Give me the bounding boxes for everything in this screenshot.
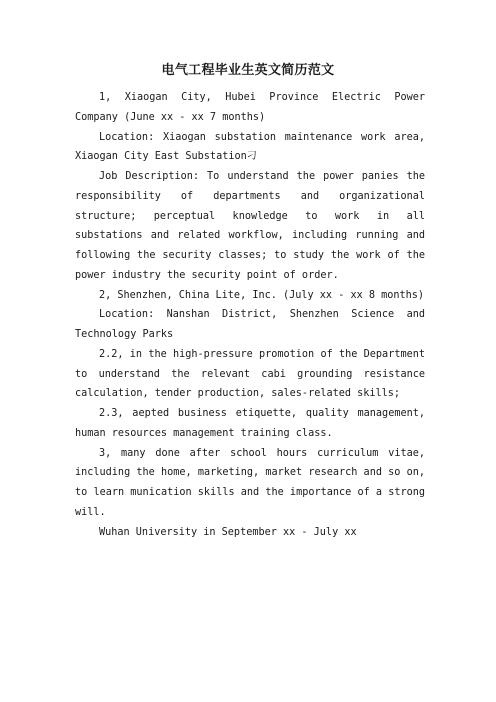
paragraph-item-2-3: 2.3, aepted business etiquette, quality management, human resources management training class. [75,408,425,439]
paragraph-job-description: Job Description: To understand the power panies the responsibility of departments and organizational structure; perceptual knowledge to work in all substations and related workflow, including running and following the security classes; to study the work of the power industry the security point of order. [75,171,425,281]
paragraph-location-2: Location: Nanshan District, Shenzhen Science and Technology Parks [75,309,425,340]
paragraph-experience-3: 3, many done after school hours curriculum vitae, including the home, marketing, market research and so on, to learn munication skills and the importance of a strong will. [75,447,425,518]
paragraph-location-1: Location: Xiaogan substation maintenance work area, Xiaogan City East Substation刁 [75,131,425,163]
paragraph-experience-2: 2, Shenzhen, China Lite, Inc. (July xx - xx 8 months) [99,289,425,301]
page-title: 电气工程毕业生英文简历范文 [161,63,335,78]
paragraph-item-2-2: 2.2, in the high-pressure promotion of the Department to understand the relevant cabi grounding resistance calculation, tender production, sales-related skills; [75,348,425,400]
paragraph-education: Wuhan University in September xx - July xx [99,526,357,538]
document-body [75,88,425,542]
paragraph-experience-1: 1, Xiaogan City, Hubei Province Electric Power Company (June xx - xx 7 months) [75,92,425,123]
